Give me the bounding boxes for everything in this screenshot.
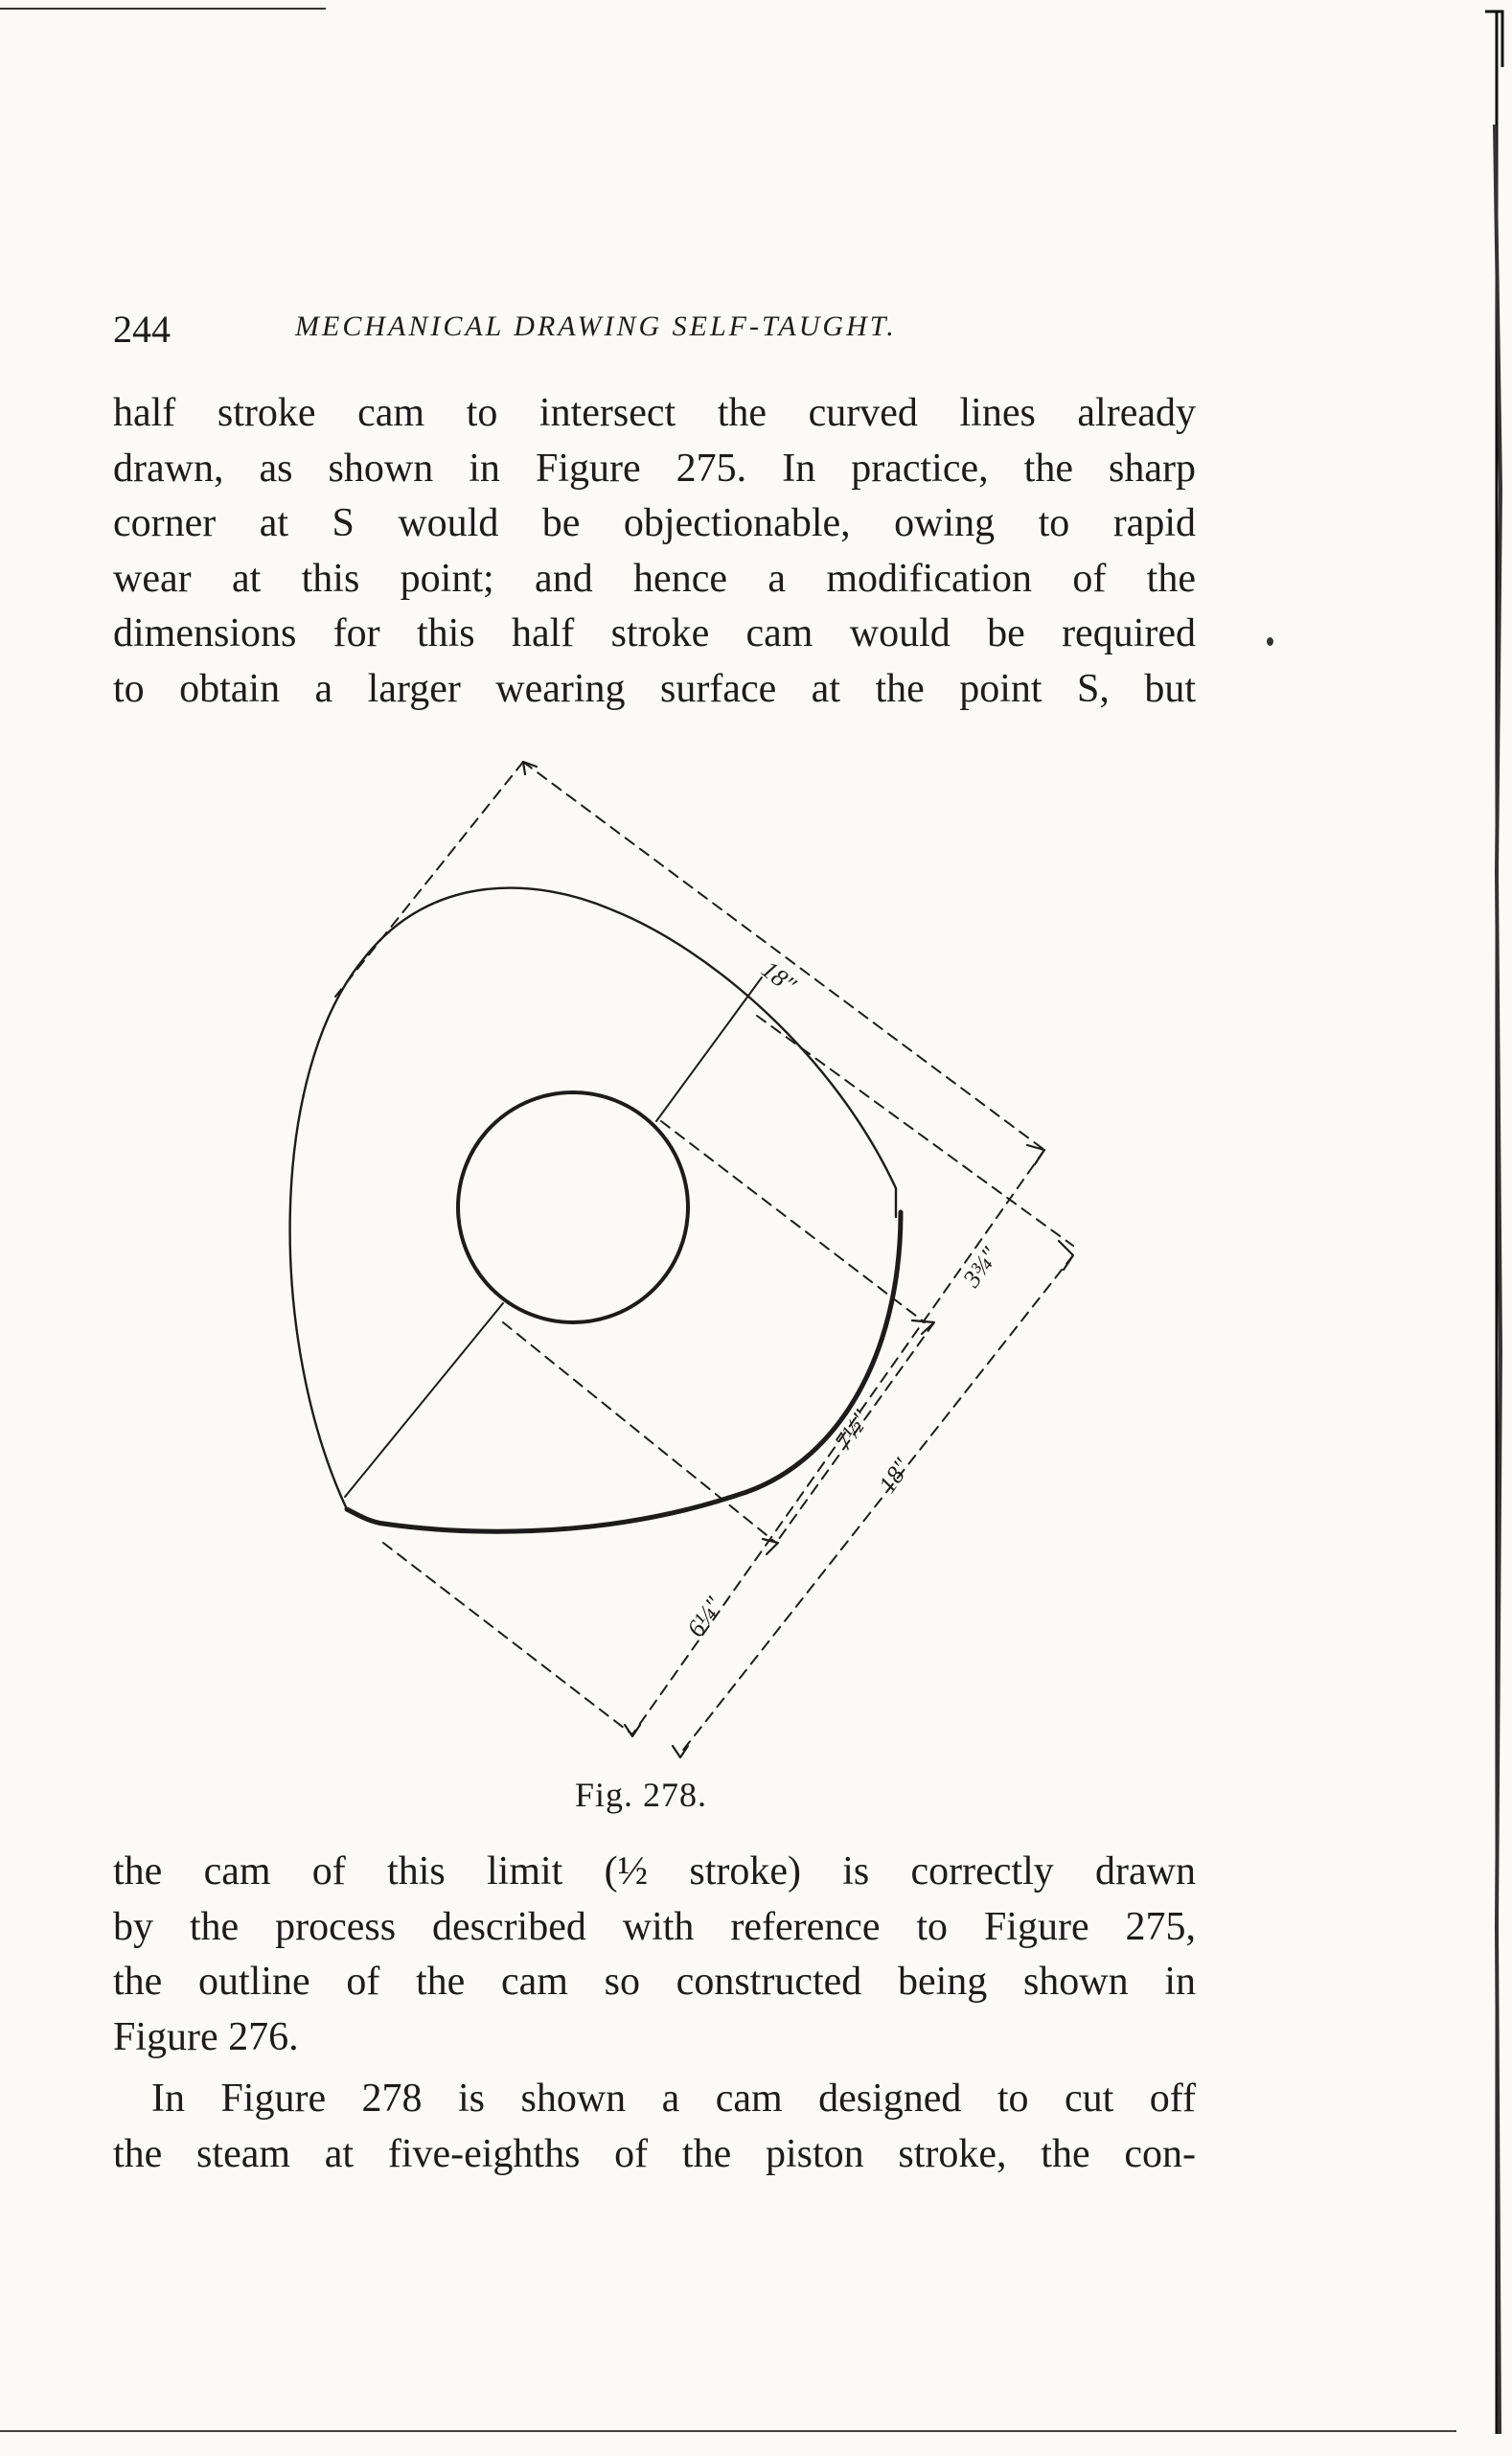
arrow-head [625, 1725, 640, 1736]
dash-line [383, 1543, 632, 1734]
text-line: In Figure 278 is shown a cam designed to cut off [151, 2077, 1196, 2121]
hub-circle [458, 1092, 688, 1322]
bottom-rule [0, 2430, 1456, 2432]
page-number: 244 [113, 308, 171, 351]
text-line: by the process described with reference to Figure 275, [113, 1904, 1196, 1949]
paragraph-3 [113, 2072, 1196, 2182]
dim-label-18-bottom: 18″ [873, 1453, 917, 1499]
text-line: the outline of the cam so constructed being shown in [113, 1960, 1196, 2004]
text-line: the cam of this limit (½ stroke) is correctly drawn [113, 1849, 1196, 1894]
page-edge-binding [1483, 10, 1504, 2444]
dim-label-7-1-2: 7½″ [829, 1405, 876, 1456]
arrow-head [763, 1539, 778, 1554]
text-line: wear at this point; and hence a modification of the [113, 556, 1196, 601]
radial-line [345, 1303, 503, 1497]
paragraph-2 [113, 1845, 1196, 2065]
dash-line [503, 1322, 776, 1543]
running-head: MECHANICAL DRAWING SELF-TAUGHT. [295, 310, 897, 342]
dash-line [680, 1255, 1073, 1754]
dash-line [757, 1016, 1073, 1246]
cam-outline [290, 888, 896, 1509]
text-line: half stroke cam to intersect the curved lines already [113, 391, 1196, 435]
cam-figure [259, 738, 1083, 1773]
dash-line [335, 762, 523, 997]
text-line: Figure 276. [113, 2014, 299, 2059]
text-line: drawn, as shown in Figure 275. In practice, the sharp [113, 446, 1196, 491]
ink-mark [1267, 637, 1273, 646]
dim-label-6-1-4: 6¼″ [681, 1592, 728, 1642]
paragraph-1 [113, 386, 1196, 717]
text-line: the steam at five-eighths of the piston stroke, the con- [113, 2131, 1196, 2176]
dim-label-18-top: 18″ [756, 954, 802, 999]
text-line: to obtain a larger wearing surface at the point S, but [113, 666, 1196, 711]
dash-line [661, 1121, 925, 1322]
dash-line [523, 762, 1044, 1150]
cam-thick-arc [347, 1212, 901, 1531]
text-line: dimensions for this half stroke cam would be required [113, 611, 1196, 655]
radial-line [656, 977, 762, 1121]
dim-label-3-3-4: 3¾″ [957, 1242, 1004, 1293]
figure-caption: Fig. 278. [575, 1776, 708, 1814]
arrow-head [673, 1746, 688, 1757]
text-line: corner at S would be objectionable, owing to rapid [113, 501, 1196, 545]
page-header [113, 307, 1186, 364]
top-rule [0, 8, 326, 10]
